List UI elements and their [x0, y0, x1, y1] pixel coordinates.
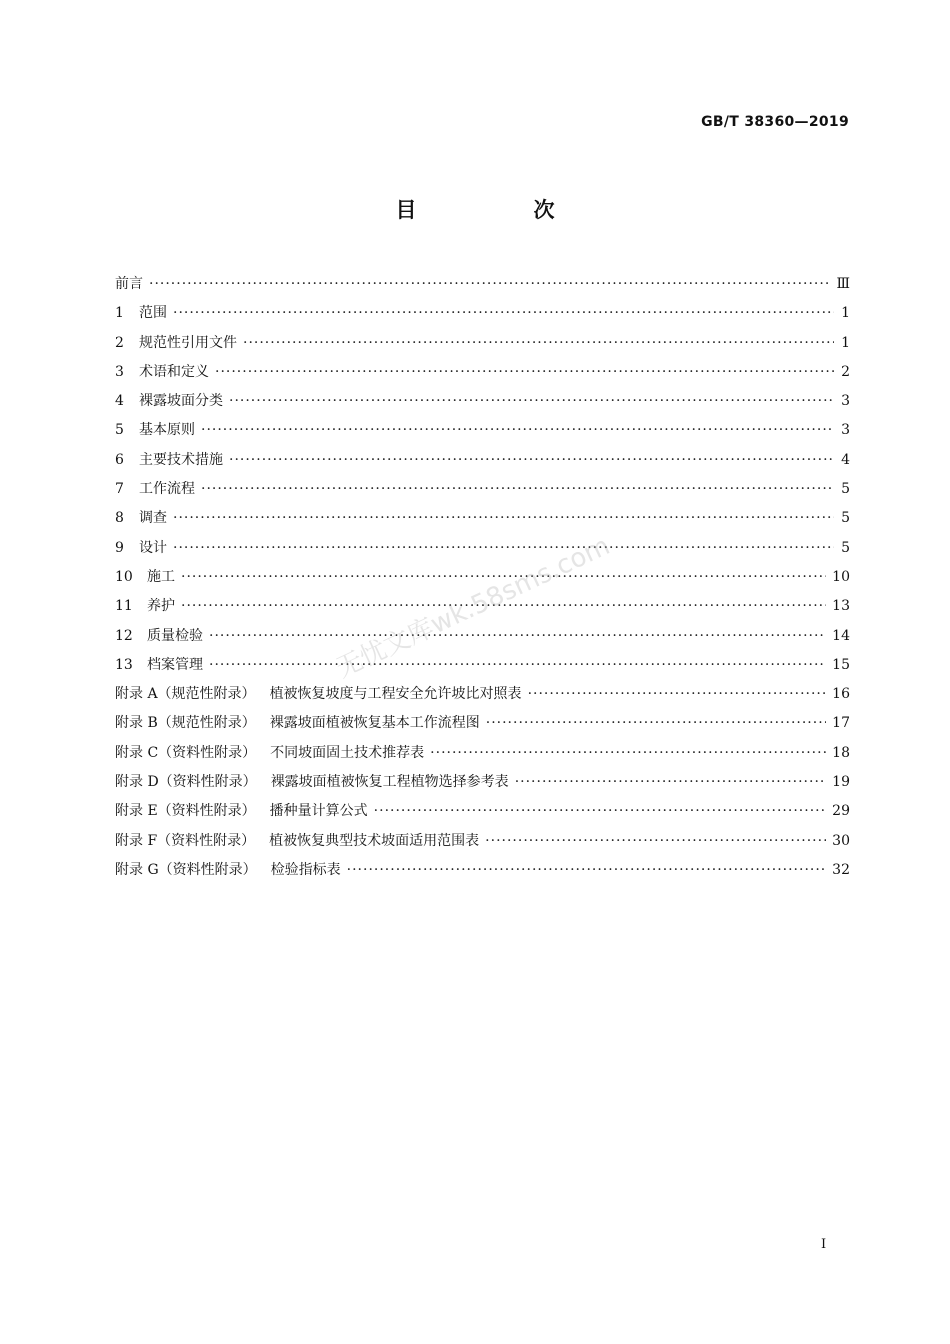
- appendix-title: 不同坡面固土技术推荐表: [270, 744, 425, 761]
- toc-entry-foreword[interactable]: [115, 270, 850, 299]
- dot-leader: [215, 358, 834, 387]
- dot-leader: [173, 504, 834, 533]
- appendix-title: 播种量计算公式: [269, 803, 368, 820]
- dot-leader: [181, 592, 826, 621]
- toc-entry-page: 17: [832, 715, 850, 732]
- toc-appendix-b[interactable]: [115, 709, 850, 738]
- toc-entry-page: 3: [841, 422, 850, 439]
- toc-appendix-d[interactable]: [115, 768, 850, 797]
- toc-entry-page: 15: [832, 656, 850, 673]
- dot-leader: [209, 622, 826, 651]
- appendix-label: 附录 G（资料性附录）: [115, 861, 257, 878]
- toc-entry-title: 裸露坡面分类: [139, 393, 223, 410]
- appendix-label: 附录 F（资料性附录）: [115, 832, 256, 849]
- toc-entry-title: 工作流程: [139, 481, 195, 498]
- dot-leader: [515, 768, 826, 797]
- toc-entry-page: 32: [832, 861, 850, 878]
- appendix-title: 检验指标表: [270, 861, 341, 878]
- toc-entry-title: 档案管理: [147, 656, 203, 673]
- toc-entry-title: 规范性引用文件: [139, 334, 237, 351]
- dot-leader: [486, 709, 826, 738]
- toc-entry-title: 基本原则: [139, 422, 195, 439]
- appendix-title: 裸露坡面植被恢复工程植物选择参考表: [270, 774, 509, 791]
- toc-entry-page: 14: [832, 627, 850, 644]
- toc-entry-12[interactable]: [115, 622, 850, 651]
- toc-entry-page: 5: [841, 539, 850, 556]
- toc-entry-page: 5: [841, 481, 850, 498]
- toc-entry-title: 施工: [147, 568, 175, 585]
- toc-entry-number: 5: [115, 422, 124, 439]
- toc-entry-title: 设计: [139, 539, 167, 556]
- toc-entry-page: 4: [841, 451, 850, 468]
- toc-entry-page: 5: [841, 510, 850, 527]
- appendix-label: 附录 A（规范性附录）: [115, 686, 256, 703]
- toc-entry-8[interactable]: [115, 504, 850, 533]
- toc-entry-11[interactable]: [115, 592, 850, 621]
- toc-entry-page: 1: [841, 334, 850, 351]
- toc-entry-page: 19: [832, 774, 850, 791]
- toc-entry-number: 6: [115, 451, 124, 468]
- toc-entry-number: 7: [115, 481, 124, 498]
- toc-entry-title: 质量检验: [147, 627, 203, 644]
- appendix-label: 附录 E（资料性附录）: [115, 803, 256, 820]
- toc-entry-page: 3: [841, 393, 850, 410]
- dot-leader: [201, 475, 834, 504]
- toc-appendix-g[interactable]: [115, 856, 850, 885]
- toc-entry-title: 范围: [139, 305, 167, 322]
- page-number: I: [821, 1237, 827, 1252]
- appendix-title: 植被恢复典型技术坡面适用范围表: [269, 832, 480, 849]
- toc-entry-page: 2: [841, 363, 850, 380]
- toc-entry-4[interactable]: [115, 387, 850, 416]
- toc-entry-number: 1: [115, 305, 124, 322]
- toc-entry-page: 18: [832, 744, 850, 761]
- toc-entry-title: 调查: [139, 510, 167, 527]
- dot-leader: [173, 299, 834, 328]
- toc-entry-number: 2: [115, 334, 124, 351]
- toc-entry-number: 12: [115, 627, 133, 644]
- toc-entry-number: 11: [115, 598, 133, 615]
- dot-leader: [201, 416, 834, 445]
- dot-leader: [430, 739, 826, 768]
- toc-entry-number: 8: [115, 510, 124, 527]
- toc-entry-10[interactable]: [115, 563, 850, 592]
- toc-entry-title: 前言: [115, 276, 143, 292]
- toc-entry-title: 术语和定义: [139, 363, 209, 380]
- toc-entry-9[interactable]: [115, 534, 850, 563]
- dot-leader: [243, 329, 834, 358]
- appendix-label: 附录 C（资料性附录）: [115, 744, 257, 761]
- dot-leader: [528, 680, 827, 709]
- toc-appendix-c[interactable]: [115, 739, 850, 768]
- toc-entry-page: 30: [832, 832, 850, 849]
- toc-appendix-e[interactable]: [115, 797, 850, 826]
- dot-leader: [347, 856, 827, 885]
- appendix-title: 裸露坡面植被恢复基本工作流程图: [269, 715, 480, 732]
- dot-leader: [229, 387, 834, 416]
- dot-leader: [374, 797, 827, 826]
- appendix-label: 附录 D（资料性附录）: [115, 774, 257, 791]
- toc-entry-page: 10: [832, 568, 850, 585]
- dot-leader: [485, 827, 826, 856]
- watermark: 无忧文库wk.58sms.com: [331, 531, 615, 685]
- toc-entry-7[interactable]: [115, 475, 850, 504]
- appendix-title: 植被恢复坡度与工程安全允许坡比对照表: [269, 686, 522, 703]
- toc-entry-6[interactable]: [115, 446, 850, 475]
- toc-entry-title: 主要技术措施: [139, 451, 223, 468]
- toc-entry-13[interactable]: [115, 651, 850, 680]
- dot-leader: [149, 270, 830, 299]
- toc-entry-page: 16: [832, 686, 850, 703]
- toc-entry-number: 3: [115, 363, 124, 380]
- toc-entry-number: 4: [115, 393, 124, 410]
- appendix-label: 附录 B（规范性附录）: [115, 715, 256, 732]
- toc-appendix-a[interactable]: [115, 680, 850, 709]
- toc-entry-page: Ⅲ: [836, 276, 850, 292]
- dot-leader: [173, 534, 834, 563]
- toc-entry-title: 养护: [147, 598, 175, 615]
- standard-code: GB/T 38360—2019: [701, 114, 849, 130]
- dot-leader: [229, 446, 834, 475]
- dot-leader: [181, 563, 826, 592]
- toc-entry-page: 13: [832, 598, 850, 615]
- toc-entry-5[interactable]: [115, 416, 850, 445]
- toc-entry-page: 29: [832, 803, 850, 820]
- toc-entry-page: 1: [841, 305, 850, 322]
- table-of-contents: [115, 270, 850, 885]
- toc-entry-number: 10: [115, 568, 133, 585]
- dot-leader: [209, 651, 826, 680]
- toc-entry-number: 13: [115, 656, 133, 673]
- toc-entry-2[interactable]: [115, 329, 850, 358]
- toc-appendix-f[interactable]: [115, 827, 850, 856]
- toc-entry-number: 9: [115, 539, 124, 556]
- toc-entry-1[interactable]: [115, 299, 850, 328]
- toc-entry-3[interactable]: [115, 358, 850, 387]
- page-title: 目 次: [395, 197, 603, 222]
